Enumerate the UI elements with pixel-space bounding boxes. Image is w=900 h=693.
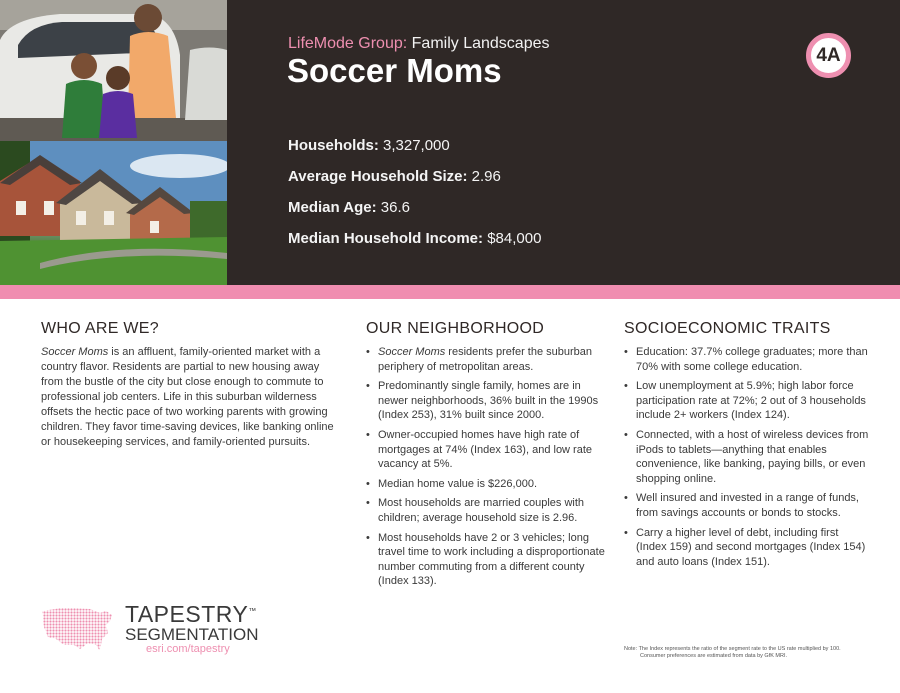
brand-url: esri.com/tapestry (146, 643, 230, 655)
stat-label: Households : (288, 137, 383, 154)
list-item (366, 345, 606, 374)
house-photo-illustration (0, 141, 227, 285)
tapestry-logo (40, 601, 300, 661)
footnote-line-2: Consumer preferences are estimated from data by GfK MRI. (640, 653, 788, 659)
brand-line-2: SEGMENTATION (125, 625, 259, 644)
list-item: • Most households have 2 or 3 vehicles; long travel time to work including a disproportionate number commuting from a different county (Index 133). (366, 531, 606, 589)
who-are-we-text (41, 345, 341, 450)
stat-value: 3,327,000 (383, 137, 450, 154)
section-heading: WHO ARE WE? (41, 320, 159, 337)
list-item-text: residents prefer the suburban periphery of metropolitan areas. (378, 346, 593, 373)
socioeconomic-section (624, 320, 869, 574)
footnote (624, 646, 864, 660)
us-map-dot-icon (40, 605, 120, 655)
list-item: • Median home value is $226,000. (366, 477, 606, 492)
lifemode-subtitle (288, 35, 549, 53)
trademark-symbol: ™ (248, 606, 257, 616)
stat-label: Average Household Size : (288, 168, 472, 185)
list-item: • Carry a higher level of debt, including first (Index 159) and second mortgages (Index 154) and auto loans (Index 151). (624, 526, 869, 570)
who-are-we-body: is an affluent, family-oriented market with a country flavor. Residents are partial to new housing away from the bustle of the city but close enough to commute to professional job centers. Life in this suburban wilderness offsets the hectic pace of two working parents with growing children. They favor time-saving devices, like banking online or housekeeping services, and family-oriented pursuits. (41, 346, 334, 448)
lifemode-group-name: Family Landscapes (411, 35, 550, 52)
list-item: • Education: 37.7% college graduates; more than 70% with some college education. (624, 345, 869, 374)
neighborhood-list (366, 345, 606, 589)
segment-name-italic: Soccer Moms (378, 346, 446, 358)
brand-line-1 (125, 601, 257, 628)
lifemode-label: LifeMode Group: (288, 35, 408, 52)
key-stats (288, 137, 541, 261)
list-item: • Most households are married couples with children; average household size is 2.96. (366, 496, 606, 525)
stat-value: 36.6 (380, 199, 410, 216)
socioeconomic-list (624, 345, 869, 569)
segment-code: 4A (816, 44, 841, 66)
header-panel (0, 0, 900, 285)
stat-value: $84,000 (487, 230, 542, 247)
stat-households (288, 137, 541, 168)
stat-value: 2.96 (471, 168, 501, 185)
pink-divider-bar (0, 285, 900, 299)
stat-label: Median Age : (288, 199, 381, 216)
segment-code-badge (806, 33, 851, 78)
list-item: • Connected, with a host of wireless devices from iPods to tablets—anything that enables convenience, like banking, paying bills, or even shopping online. (624, 428, 869, 486)
section-heading: OUR NEIGHBORHOOD (366, 320, 545, 337)
who-are-we-section (41, 320, 341, 450)
our-neighborhood-section (366, 320, 606, 594)
brand-tapestry: TAPESTRY (125, 601, 249, 627)
section-heading: SOCIOECONOMIC TRAITS (624, 320, 831, 337)
stat-median-age (288, 199, 541, 230)
stat-label: Median Household Income : (288, 230, 487, 247)
list-item: • Well insured and invested in a range of funds, from savings accounts or bonds to stocks. (624, 491, 869, 520)
list-item: • Owner-occupied homes have high rate of mortgages at 74% (Index 163), and low rate vacancy at 5%. (366, 428, 606, 472)
family-photo (0, 0, 227, 141)
family-photo-illustration (0, 0, 227, 141)
list-item: • Predominantly single family, homes are in newer neighborhoods, 36% built in the 1990s (Index 253), 31% built since 2000. (366, 379, 606, 423)
stat-household-size (288, 168, 541, 199)
stat-median-income (288, 230, 541, 261)
house-photo (0, 141, 227, 285)
segment-name-italic: Soccer Moms (41, 346, 109, 358)
list-item: • Low unemployment at 5.9%; high labor force participation rate at 72%; 2 out of 3 households include 2+ workers (Index 124). (624, 379, 869, 423)
segment-title: Soccer Moms (287, 52, 502, 89)
footnote-line-1: Note: The Index represents the ratio of the segment rate to the US rate multiplied by 100. (624, 646, 841, 652)
